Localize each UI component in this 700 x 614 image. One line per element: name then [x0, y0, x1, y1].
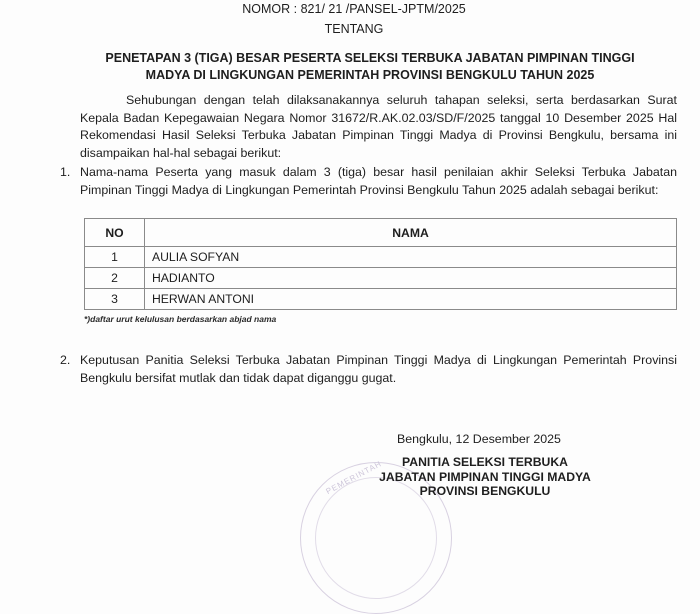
committee-line-3: PROVINSI BENGKULU	[419, 484, 551, 498]
document-number: NOMOR : 821/ 21 /PANSEL-JPTM/2025	[242, 2, 466, 16]
table-footnote: *)daftar urut kelulusan berdasarkan abjad nama	[84, 314, 277, 324]
intro-text: Sehubungan dengan telah dilaksanakannya seluruh tahapan seleksi, serta berdasarkan Surat Kepala Badan Kepegawaian Negara Nomor 31672/R.AK.02.03/SD/F/2025 tanggal 10 Desember 2025 Hal Rekomendasi Hasil Seleksi Terbuka Jabatan Pimpinan Tinggi Madya di Provinsi Bengkulu, bersama ini disampaikan hal-hal sebagai berikut:	[80, 93, 677, 160]
list-item-2	[60, 352, 677, 387]
cell-nama: AULIA SOFYAN	[145, 247, 677, 268]
signatory-committee	[370, 455, 600, 499]
title-line-1: PENETAPAN 3 (TIGA) BESAR PESERTA SELEKSI TERBUKA JABATAN PIMPINAN TINGGI	[105, 51, 635, 65]
committee-line-1: PANITIA SELEKSI TERBUKA	[402, 455, 568, 469]
table-header-row	[85, 219, 677, 247]
cell-no: 2	[85, 268, 145, 289]
participants-table	[84, 218, 677, 310]
title-line-2: MADYA DI LINGKUNGAN PEMERINTAH PROVINSI BENGKULU TAHUN 2025	[145, 68, 595, 82]
place-date: Bengkulu, 12 Desember 2025	[397, 432, 561, 446]
list-item-number: 1.	[60, 165, 71, 179]
intro-paragraph	[80, 92, 677, 162]
committee-line-2: JABATAN PIMPINAN TINGGI MADYA	[379, 469, 591, 484]
document-title	[70, 50, 670, 84]
column-header-nama: NAMA	[145, 219, 677, 247]
stamp-text: PEMERINTAH	[324, 459, 384, 496]
cell-nama: HADIANTO	[145, 268, 677, 289]
list-item-text: Nama-nama Peserta yang masuk dalam 3 (tiga) besar hasil penilaian akhir Seleksi Terbuka Jabatan Pimpinan Tinggi Madya di Lingkungan Pemerintah Provinsi Bengkulu Tahun 2025 adalah sebagai berikut:	[80, 165, 677, 197]
cell-no: 1	[85, 247, 145, 268]
table-row	[85, 289, 677, 310]
cell-nama: HERWAN ANTONI	[145, 289, 677, 310]
subject-label: TENTANG	[324, 22, 384, 36]
list-item-number: 2.	[60, 353, 71, 367]
column-header-no: NO	[85, 219, 145, 247]
table-row	[85, 268, 677, 289]
list-item-1	[60, 164, 677, 199]
table-row	[85, 247, 677, 268]
cell-no: 3	[85, 289, 145, 310]
list-item-text: Keputusan Panitia Seleksi Terbuka Jabatan Pimpinan Tinggi Madya di Lingkungan Pemerintah Provinsi Bengkulu bersifat mutlak dan tidak dapat diganggu gugat.	[80, 353, 677, 385]
